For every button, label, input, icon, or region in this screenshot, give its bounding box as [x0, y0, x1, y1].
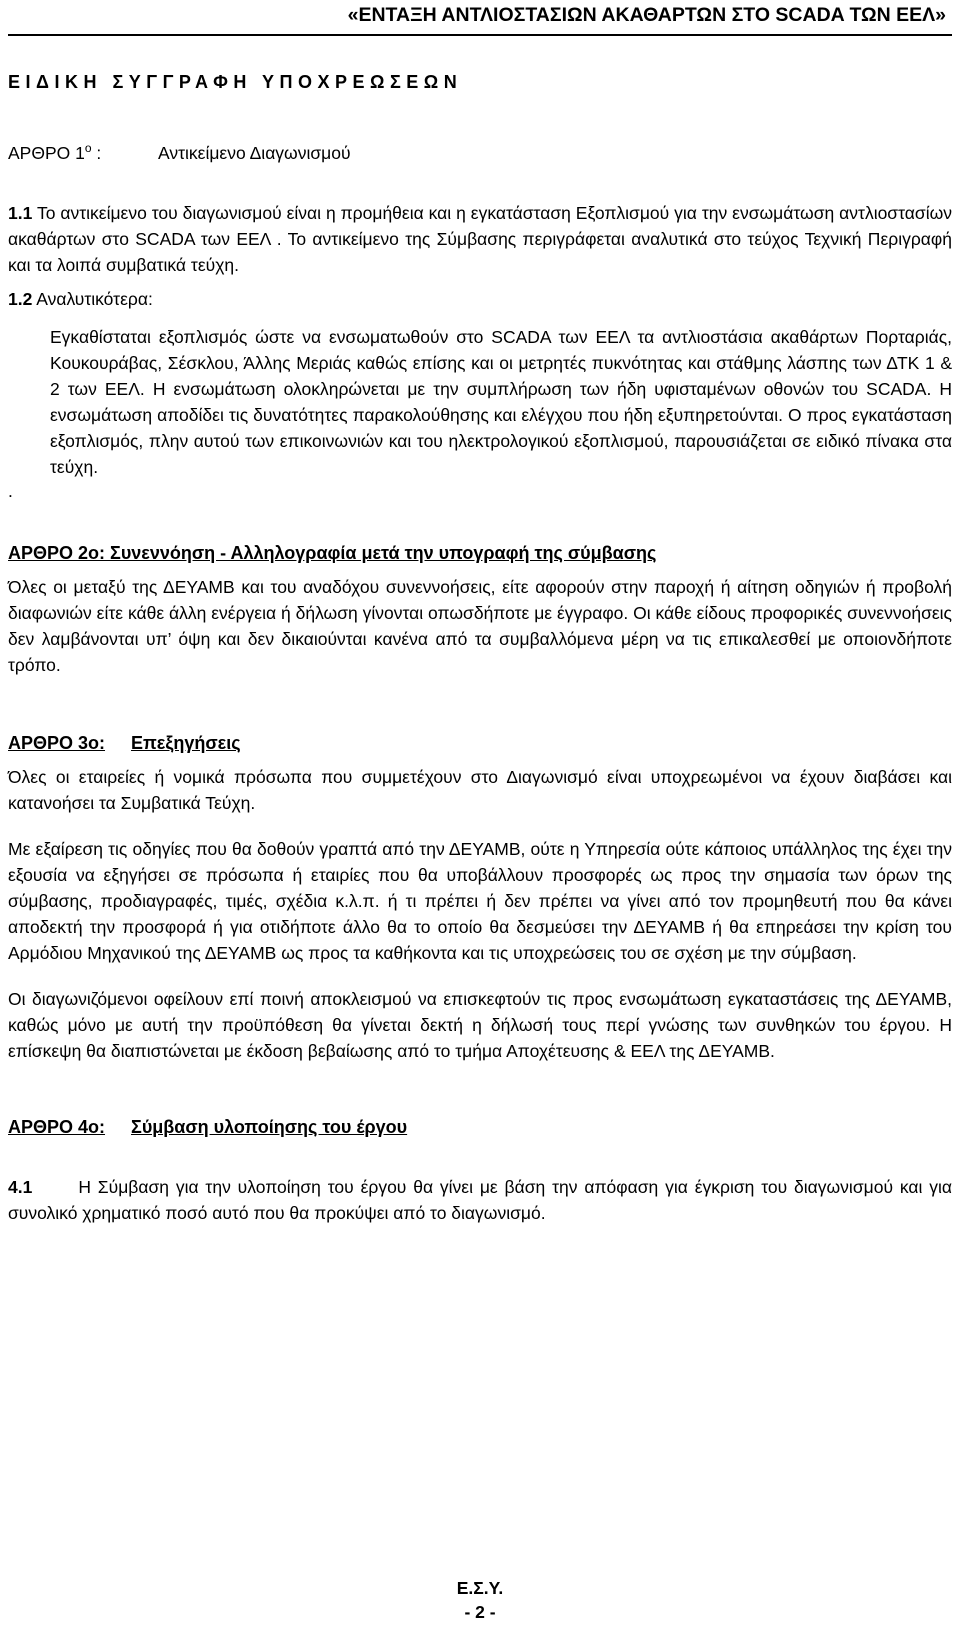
article-4-heading [8, 1114, 952, 1140]
article-3-label: ΑΡΘΡΟ 3ο: [8, 732, 106, 753]
article-3-paragraph-1: Όλες οι εταιρείες ή νομικά πρόσωπα που συμμετέχουν στο Διαγωνισμό είναι υποχρεωμένοι να έχουν διαβάσει και κατανοήσει τα Συμβατικά Τεύχη. [8, 766, 952, 813]
stray-dot: . [8, 480, 13, 501]
article-2-text: Όλες οι μεταξύ της ΔΕΥΑΜΒ και του αναδόχου συνεννοήσεις, είτε αφορούν στην παροχή ή αίτηση οδηγιών ή προβολή διαφωνιών είτε κάθε άλλη ενέργεια ή δήλωση γίνονται οπωσδήποτε με έγγραφο. Οι κάθε είδους προφορικές συνεννοήσεις δεν λαμβάνονται υπ’ όψη και δεν δικαιούνται κανένα από τα συμβαλλόμενα μέρη να τις επικαλεσθεί με οποιονδήποτε τρόπο. [8, 576, 952, 675]
article-2-title: ΑΡΘΡΟ 2ο: Συνεννόηση - Αλληλογραφία μετά την υπογραφή της σύμβασης [8, 542, 657, 563]
header-title: «ΕΝΤΑΞΗ ΑΝΤΛΙΟΣΤΑΣΙΩΝ ΑΚΑΘΑΡΤΩΝ ΣΤΟ SCADA ΤΩΝ ΕΕΛ» [347, 4, 946, 26]
article-3-paragraph-2: Με εξαίρεση τις οδηγίες που θα δοθούν γραπτά από την ΔΕΥΑΜΒ, ούτε η Υπηρεσία ούτε κάποιος υπάλληλος της έχει την εξουσία να εξηγήσει σε πρόσωπα ή εταιρίες που θα υποβάλλουν προσφορές ως προς την σημασία των όρων της σύμβασης, προδιαγραφές, τιμές, σχέδια κ.λ.π. ή τι πρέπει ή δεν πρέπει να γίνει από τον προμηθευτή που θα κάνει αποδεκτή την προσφορά ή για οτιδήποτε άλλο θα το οποίο θα δεσμεύσει την ΔΕΥΑΜΒ ή θα επηρεάσει την κρίση του Αρμόδιου Μηχανικού της ΔΕΥΑΜΒ ως προς τα καθήκοντα και τις υποχρεώσεις του σε σχέση με την σύμβαση. [8, 838, 952, 963]
paragraph-1-2-text: Αναλυτικότερα: [32, 288, 153, 309]
paragraph-1-2 [8, 286, 952, 312]
paragraph-1-2-detail: Εγκαθίσταται εξοπλισμός ώστε να ενσωματωθούν στο SCADA των ΕΕΛ τα αντλιοστάσια ακαθάρτων Πορταριάς, Κουκουράβας, Σέσκλου, Άλλης Μεριάς καθώς επίσης και οι μετρητές πυκνότητας και στάθμης λάσπης των ΔΤΚ 1 & 2 των ΕΕΛ. Η ενσωμάτωση ολοκληρώνεται με την συμπλήρωση των ήδη υφισταμένων οθονών του SCADA. Η ενσωμάτωση αποδίδει τις δυνατότητες παρακολούθησης και ελέγχου που ήδη εξυπηρετούνται. Ο προς εγκατάσταση εξοπλισμός, πλην αυτού των επικοινωνιών και του ηλεκτρολογικού εξοπλισμού, παρουσιάζεται σε ειδικό πίνακα στα τεύχη. [50, 326, 952, 477]
page-footer [0, 1576, 960, 1624]
paragraph-4-1-number: 4.1 [8, 1176, 33, 1197]
article-3-title: Επεξηγήσεις [131, 732, 241, 753]
article-4-label: ΑΡΘΡΟ 4ο: [8, 1116, 106, 1137]
section-title: ΕΙΔΙΚΗ ΣΥΓΓΡΑΦΗ ΥΠΟΧΡΕΩΣΕΩΝ [8, 72, 463, 92]
page-header [8, 0, 952, 36]
article-4-title: Σύμβαση υλοποίησης του έργου [131, 1116, 408, 1137]
article-3-paragraph-3: Οι διαγωνιζόμενοι οφείλουν επί ποινή αποκλεισμού να επισκεφτούν τις προς ενσωμάτωση εγκαταστάσεις της ΔΕΥΑΜΒ, καθώς μόνο με αυτή την προϋπόθεση θα γίνεται δεκτή η δήλωσή τους περί γνώσης των συνθηκών του έργου. Η επίσκεψη θα διαπιστώνεται με έκδοση βεβαίωσης από το τμήμα Αποχέτευσης & ΕΕΛ της ΔΕΥΑΜΒ. [8, 988, 952, 1061]
article-1-heading [8, 141, 952, 164]
article-1-title: Αντικείμενο Διαγωνισμού [158, 142, 351, 163]
article-1-label: ΑΡΘΡΟ $1^o$ : [8, 141, 102, 163]
paragraph-4-1 [8, 1174, 952, 1226]
article-3-heading [8, 730, 952, 756]
paragraph-1-1 [8, 200, 952, 278]
article-2-heading [8, 540, 952, 566]
paragraph-4-1-text: Η Σύμβαση για την υλοποίηση του έργου θα γίνει με βάση την απόφαση για έγκριση του διαγωνισμού και για συνολικό χρηματικό ποσό αυτό που θα προκύψει από το διαγωνισμό. [8, 1176, 952, 1223]
paragraph-1-2-number: 1.2 [8, 288, 33, 309]
footer-page-number: - 2 - [464, 1602, 496, 1622]
footer-doc-code: Ε.Σ.Υ. [456, 1578, 504, 1598]
paragraph-1-1-text: Το αντικείμενο του διαγωνισμού είναι η προμήθεια και η εγκατάσταση Εξοπλισμού για την ενσωμάτωση αντλιοστασίων ακαθάρτων στο SCADA των ΕΕΛ . Το αντικείμενο της Σύμβασης περιγράφεται αναλυτικά στο τεύχος Τεχνική Περιγραφή και τα λοιπά συμβατικά τεύχη. [8, 202, 952, 275]
paragraph-1-1-number: 1.1 [8, 202, 33, 223]
